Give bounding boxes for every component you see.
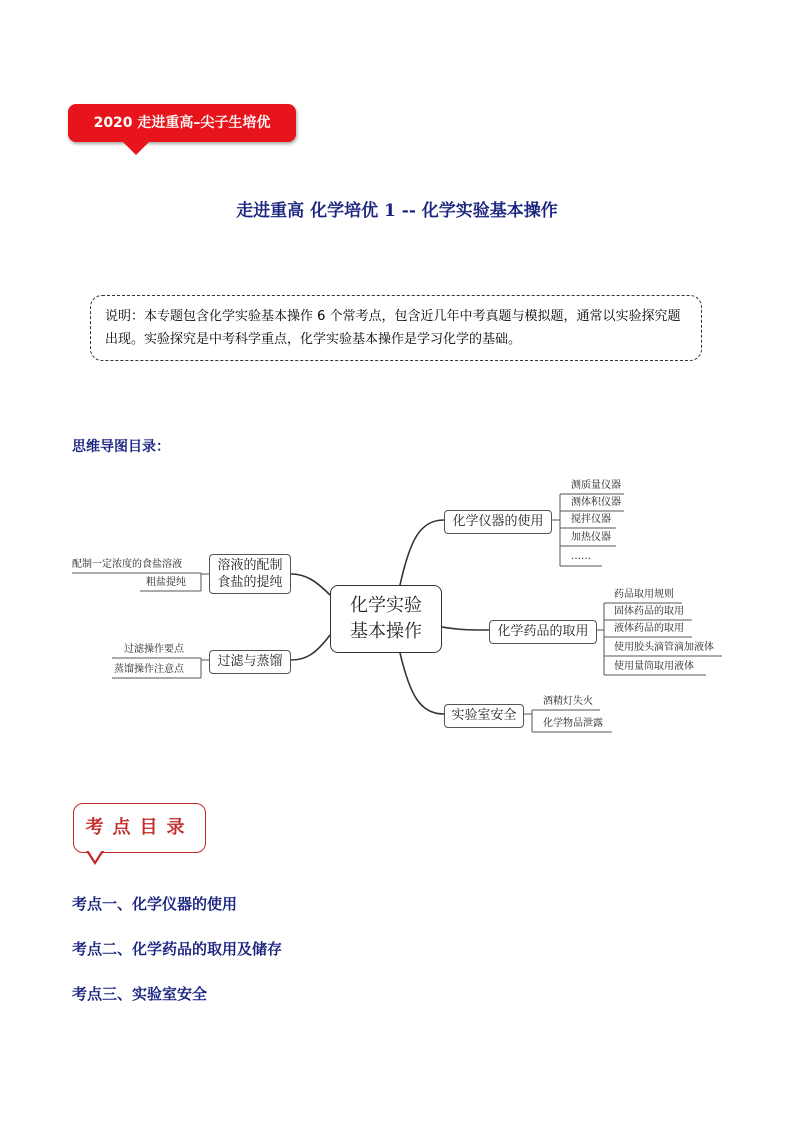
mindmap (0, 470, 794, 740)
leaf-liquid-reagents: 液体药品的取用 (614, 623, 684, 634)
banner-pointer (122, 141, 150, 155)
node-filter-distill: 过滤与蒸馏 (209, 650, 291, 674)
toc-item: 考点二、化学药品的取用及储存 (72, 940, 283, 958)
document-title: 走进重高 化学培优 1 -- 化学实验基本操作 (236, 201, 558, 221)
note-text: 说明：本专题包含化学实验基本操作 6 个常考点，包含近几年中考真题与模拟题，通常以实验探究题出现。实验探究是中考科学重点，化学实验基本操作是学习化学的基础。 (105, 309, 681, 347)
note-box (90, 295, 702, 361)
toc-item: 考点一、化学仪器的使用 (72, 895, 238, 913)
leaf-filter-points: 过滤操作要点 (124, 644, 184, 655)
leaf-cylinder-use: 使用量筒取用液体 (614, 661, 694, 672)
node-lab-safety: 实验室安全 (444, 704, 524, 728)
leaf-ellipsis: …… (571, 551, 591, 562)
node-solution-salt (209, 554, 291, 594)
leaf-solid-reagents: 固体药品的取用 (614, 606, 684, 617)
leaf-chemical-leak: 化学物品泄露 (543, 718, 603, 729)
banner-box (68, 104, 296, 142)
leaf-reagent-rules: 药品取用规则 (614, 589, 674, 600)
node-solution-line2: 食盐的提纯 (217, 575, 283, 590)
leaf-dropper-use: 使用胶头滴管滴加液体 (614, 642, 714, 653)
node-reagents: 化学药品的取用 (489, 620, 597, 644)
center-line1: 化学实验 (350, 595, 422, 616)
leaf-stirring-instruments: 搅拌仪器 (571, 514, 611, 525)
leaf-crude-salt: 粗盐提纯 (146, 577, 186, 588)
leaf-heating-instruments: 加热仪器 (571, 532, 611, 543)
leaf-prepare-solution: 配制一定浓度的食盐溶液 (72, 559, 182, 570)
mindmap-heading: 思维导图目录： (72, 439, 170, 455)
leaf-volume-instruments: 测体积仪器 (571, 497, 621, 508)
leaf-distill-points: 蒸馏操作注意点 (114, 664, 184, 675)
leaf-mass-instruments: 测质量仪器 (571, 480, 621, 491)
node-instruments: 化学仪器的使用 (444, 510, 552, 534)
mindmap-center-node (330, 585, 442, 653)
node-solution-line1: 溶液的配制 (217, 558, 283, 573)
leaf-lamp-fire: 酒精灯失火 (543, 696, 593, 707)
toc-item: 考点三、实验室安全 (72, 985, 208, 1003)
banner-text: 2020 走进重高–尖子生培优 (93, 115, 271, 131)
center-line2: 基本操作 (350, 621, 422, 642)
toc-title: 考点目录 (85, 817, 194, 838)
